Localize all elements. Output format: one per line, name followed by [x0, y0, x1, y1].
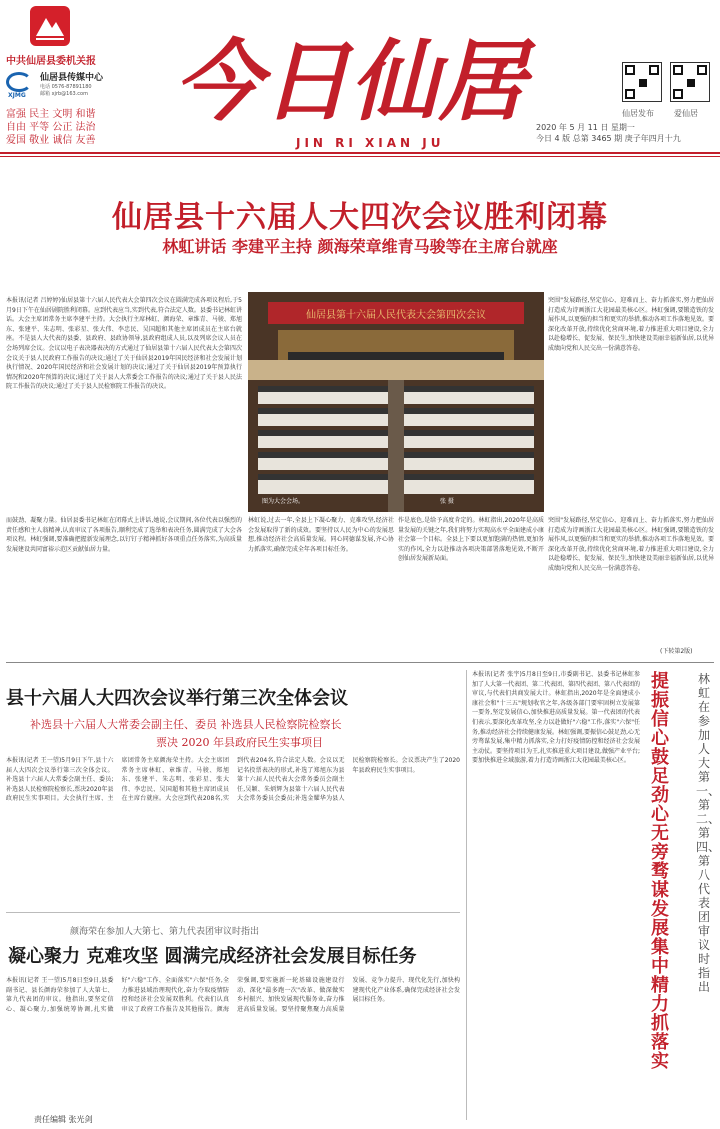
- qr-label: 仙居发布: [622, 109, 654, 118]
- masthead-rule: [0, 152, 720, 154]
- core-values: [6, 108, 96, 147]
- section2-subhead: 票决 2020 年县政府民生实事项目: [156, 736, 323, 749]
- conference-photo: [248, 292, 544, 512]
- lead-column-3: 林虹说,过去一年,全县上下凝心聚力、克难攻坚,经济社会发展取得了新的成效。要坚持以人民为中心的发展思想,推动经济社会高质量发展。同心同德谋发展,齐心协力抓落实,确保完成全年各项目标任务。: [248, 517, 394, 553]
- media-center-block: [6, 70, 156, 100]
- party-logo: [30, 6, 70, 46]
- section-divider: [6, 912, 460, 913]
- lead-subhead: 林虹讲话 李建平主持 颜海荣章维青马骏等在主席台就座: [162, 237, 558, 256]
- photo-caption: 图为大会会场。: [262, 498, 305, 505]
- section2-headline: 县十六届人大四次会议举行第三次全体会议: [6, 688, 348, 709]
- svg-text:仙居县第十六届人民代表大会第四次会议: 仙居县第十六届人民代表大会第四次会议: [306, 310, 486, 321]
- column-divider: [466, 670, 467, 1120]
- continued-note: (下转第2版): [660, 648, 693, 655]
- title-pinyin: JIN RI XIAN JU: [296, 136, 445, 150]
- sidebar-vertical-title: 提振信心鼓足劲 心无旁骛谋发展 集中精力抓落实: [651, 671, 669, 1072]
- sidebar-vertical-subtitle: 林虹在参加人大第一、第二、第四、第八代表团审议时指出: [696, 672, 720, 994]
- publisher-label: 中共仙居县委机关报: [6, 56, 96, 67]
- core-values-line: 富强 民主 文明 和谐: [6, 109, 96, 120]
- lead-column-5a: 突围"发展路径,坚定信心、迎难而上、奋力抓落实,努力把仙居打造成为诗画浙江大花园最美核心区。林虹强调,要锻造铁的发展作风,以更强的担当和更实的举措,推动各项工作落地见效。要深化改革开放,持续优化营商环境,着力推进重大项目建设,全力以赴稳增长、促发展、保民生,加快建设美丽幸福新仙居,以优异成绩向党和人民交出一份满意答卷。: [548, 297, 714, 352]
- date-line: 2020 年 5 月 11 日 星期一: [536, 123, 635, 132]
- qr-code-icon[interactable]: [622, 62, 662, 102]
- lead-headline: 仙居县十六届人大四次会议胜利闭幕: [112, 200, 608, 235]
- section2-body: 本报讯(记者 王一望)5月9日下午,县十六届人大四次会议举行第三次全体会议。补选县十六届人大常委会副主任、委员;补选县人民检察院检察长,票决2020年县政府民生实事项目。大会执行主席、主席团常务主席颜海荣主持。大会主席团常务主席林虹、章维青、马骏、郑旭东、张建平、朱志明、张彩星、张大伟、李忠民、吴国超和其他主席团成员在主席台就座。大会应到代表208名,实到代表204名,符合法定人数。会议以无记名投票表决的形式,补选了郑旭东为县第十六届人民代表大会常务委员会副主任,吴颖、朱炳辉为县第十六届人民代表大会常务委员会委员;补选金耀华为县人民检察院检察长。会议票决产生了2020年县政府民生实事项目。: [6, 757, 460, 803]
- section3-headline: 凝心聚力 克难攻坚 圆满完成经济社会发展目标任务: [8, 946, 417, 967]
- media-center-tel: 电话 0576-87891180: [40, 84, 92, 90]
- section-divider: [6, 662, 714, 663]
- media-center-name: 仙居县传媒中心: [40, 73, 104, 83]
- photo-credit: 张 摄: [440, 498, 454, 505]
- lead-column-2: 而鼓劲、凝聚力量。仙居县委书记林虹在闭幕式上讲话,她说,会议期间,各位代表以强烈的责任感和主人翁精神,认真审议了各项报告,顺利完成了选举和表决任务,圆满完成了大会各项议程。林虹强调,要准确把握新发展理念,以钉钉子精神抓好各项重点任务落实,为高质量发展建设共同富裕示范区贡献仙居力量。: [6, 517, 242, 553]
- masthead-rule-thin: [0, 156, 720, 157]
- media-center-mark: XJMG: [8, 92, 26, 99]
- media-center-logo-icon: [6, 72, 32, 92]
- editor-credit: 责任编辑 张光剑: [34, 1115, 93, 1124]
- lead-column-5b: 突围"发展路径,坚定信心、迎难而上、奋力抓落实,努力把仙居打造成为诗画浙江大花园最美核心区。林虹强调,要锻造铁的发展作风,以更强的担当和更实的举措,推动各项工作落地见效。要深化改革开放,持续优化营商环境,着力推进重大项目建设,全力以赴稳增长、促发展、保民生,加快建设美丽幸福新仙居,以优异成绩向党和人民交出一份满意答卷。: [548, 517, 714, 572]
- svg-text:今日仙居: 今日仙居: [173, 29, 527, 130]
- core-values-line: 爱国 敬业 诚信 友善: [6, 135, 96, 146]
- qr-label: 爱仙居: [674, 109, 698, 118]
- section3-body: 本报讯(记者 王一望)5月8日至9日,县委副书记、县长颜海荣参加了人大第七、第九代表团的审议。他指出,要坚定信心、凝心聚力,加强统筹协调,扎实做好"六稳"工作、全面落实"六保"任务,全力推进县域治理现代化,奋力夺取疫情防控和经济社会发展双胜利。代表们认真审议了政府工作报告及其他报告。颜海荣强调,要实施新一轮基础设施建设行动、深化"最多跑一次"改革、做深做实乡村振兴、加快发展现代服务业,奋力推进高质量发展。要坚持聚焦聚力高质量发展、竞争力提升、现代化先行,加快构建现代化产业体系,确保完成经济社会发展目标任务。: [6, 977, 460, 1013]
- date-info: [536, 122, 716, 144]
- newspaper-title: [160, 20, 540, 130]
- lead-column-1: 本报讯(记者 吕婷婷)仙居县第十六届人民代表大会第四次会议在圆满完成各项议程后,于5月9日下午在仙居剧院胜利闭幕。应到代表应当,实到代表,符合法定人数。县委书记林虹讲话。大会主席团常务主席李建平主持。大会执行主席林虹、颜海荣、章维青、马骏、郑旭东、张建平、朱志明、张彩星、张大伟、李忠民、吴国超和其他主席团成员在主席台就座。不是县人大代表的县委、县政府、县政协领导,县政府组成人员,以及列席会议人员在会场列席会议。会议以电子表决器表决的方式通过了仙居县第十六届人民代表大会第四次会议关于县人民政府工作报告的决议;通过了关于仙居县2019年国民经济和社会发展计划执行情况、2020年国民经济和社会发展计划的决议;通过了关于仙居县2019年预算执行情况和2020年预算的决议;通过了关于县人大常委会工作报告的决议;通过了关于县人民法院工作报告的决议;通过了关于县人民检察院工作报告的决议。: [6, 297, 242, 391]
- qr-code-icon[interactable]: [670, 62, 710, 102]
- core-values-line: 自由 平等 公正 法治: [6, 122, 96, 133]
- section2-subhead: 补选县十六届人大常委会副主任、委员 补选县人民检察院检察长: [30, 718, 342, 731]
- issue-line: 今日 4 版 总第 3465 期 庚子年四月十九: [536, 134, 681, 143]
- sidebar-body: 本报讯(记者 张宇)5月8日至9日,市委副书记、县委书记林虹参加了人大第一代表团、第二代表团、第四代表团、第八代表团的审议,与代表们共商发展大计。林虹指出,2020年是全面建成小康社会和"十三五"规划收官之年,各级各部门要牢固树立发展第一要务,坚定发展信心,加快推进高质量发展。第一代表团的代表们表示,要深化改革攻坚,全力以赴做好"六稳"工作,落实"六保"任务,推动经济社会持续健康发展。林虹强调,要振信心鼓足劲,心无旁骛谋发展,集中精力抓落实,全力打好疫情防控和经济社会发展主动仗。要坚持项目为王,扎实推进重大项目建设,做强产业平台;要加快推进全域旅游,着力打造诗画浙江大花园最美核心区。: [472, 671, 640, 765]
- lead-column-4: 作是底色,是给予高度肯定的。林虹指出,2020年是高质量发展的关键之年,我们将努力实现高水平全面建成小康社会第一个目标。全县上下要以更加饱满的热情,更加务实的作风,全力以赴推动各项决策部署落地见效,不断开创仙居发展新局面。: [398, 517, 544, 563]
- media-center-mail: 邮箱 xjrb@163.com: [40, 91, 88, 97]
- section3-lead: 颜海荣在参加人大第七、第九代表团审议时指出: [70, 927, 260, 937]
